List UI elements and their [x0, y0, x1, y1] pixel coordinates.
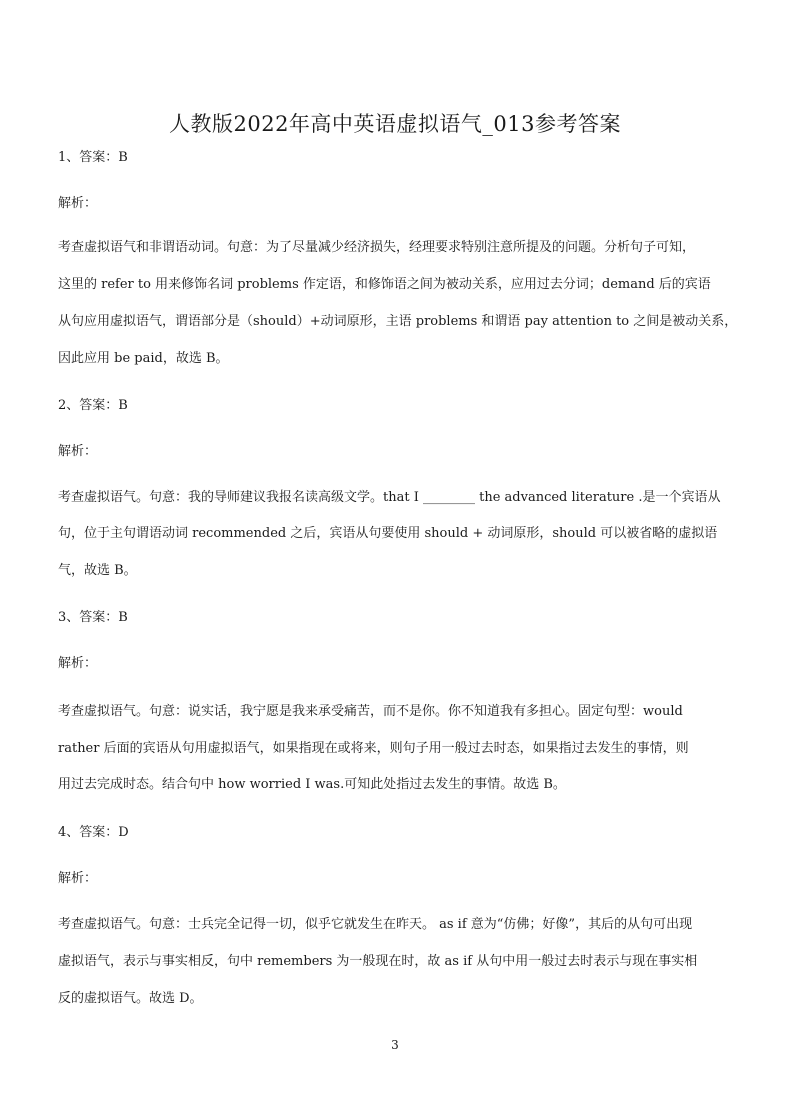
analysis-label-2: 解析： [58, 444, 98, 459]
page-number: 3 [391, 1038, 399, 1052]
analysis-3-line-3: 用过去完成时态。结合句中 how worried I was.可知此处指过去发生的事情。故选 B。 [58, 777, 566, 792]
analysis-1-line-3: 从句应用虚拟语气，谓语部分是（should）+动词原形，主语 problems 和谓语 pay attention to 之间是被动关系， [58, 314, 738, 329]
analysis-1-line-1: 考查虚拟语气和非谓语动词。句意：为了尽量减少经济损失，经理要求特别注意所提及的问题。分析句子可知， [58, 240, 696, 255]
page-title: 人教版2022年高中英语虚拟语气_013参考答案 [168, 112, 622, 136]
analysis-label-3: 解析： [58, 656, 98, 671]
analysis-4-line-2: 虚拟语气，表示与事实相反，句中 remembers 为一般现在时，故 as if 从句中用一般过去时表示与现在事实相 [58, 954, 698, 969]
analysis-2-line-2: 句，位于主句谓语动词 recommended 之后，宾语从句要使用 should + 动词原形，should 可以被省略的虚拟语 [58, 526, 718, 541]
analysis-3-line-1: 考查虚拟语气。句意：说实话，我宁愿是我来承受痛苦，而不是你。你不知道我有多担心。固定句型：would [58, 704, 683, 719]
answer-4: 4、答案：D [58, 825, 129, 840]
analysis-4-line-3: 反的虚拟语气。故选 D。 [58, 991, 203, 1006]
analysis-label-1: 解析： [58, 196, 98, 211]
answer-2: 2、答案：B [58, 398, 128, 413]
analysis-3-line-2: rather 后面的宾语从句用虚拟语气，如果指现在或将来，则句子用一般过去时态，如果指过去发生的事情，则 [58, 741, 689, 756]
analysis-label-4: 解析： [58, 871, 98, 886]
analysis-2-line-3: 气，故选 B。 [58, 563, 137, 578]
answer-1: 1、答案：B [58, 150, 128, 165]
analysis-2-line-1: 考查虚拟语气。句意：我的导师建议我报名读高级文学。that I ________ the advanced literature .是一个宾语从 [58, 490, 721, 505]
answer-3: 3、答案：B [58, 610, 128, 625]
analysis-1-line-2: 这里的 refer to 用来修饰名词 problems 作定语，和修饰语之间为被动关系，应用过去分词；demand 后的宾语 [58, 277, 711, 292]
analysis-1-line-4: 因此应用 be paid，故选 B。 [58, 351, 229, 366]
analysis-4-line-1: 考查虚拟语气。句意：士兵完全记得一切，似乎它就发生在昨天。 as if 意为“仿佛；好像”，其后的从句可出现 [58, 917, 693, 932]
